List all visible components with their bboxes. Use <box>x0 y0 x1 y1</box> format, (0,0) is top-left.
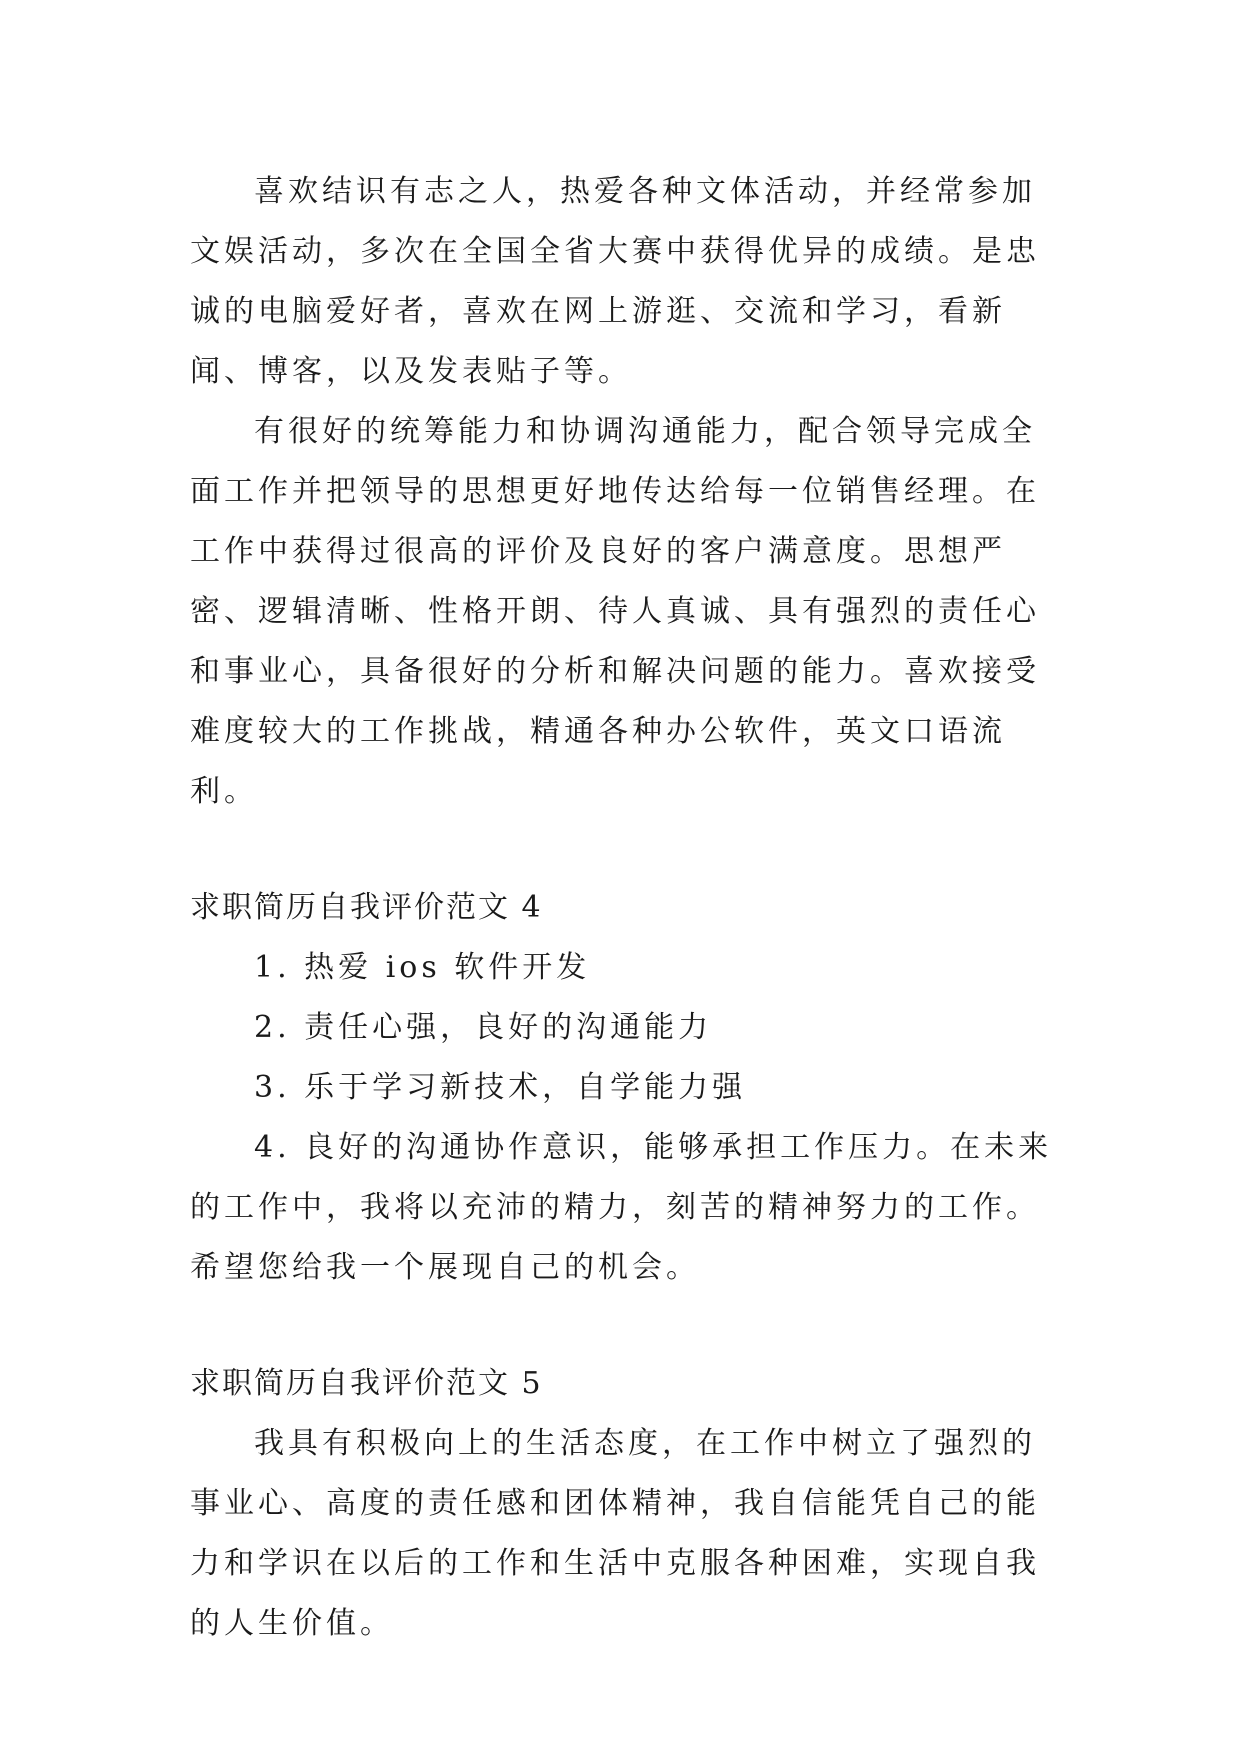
section-5-heading: 求职简历自我评价范文 5 <box>190 1366 543 1401</box>
section-4-item-1: 1. 热爱 ios 软件开发 <box>254 950 591 985</box>
section-5-paragraph: 我具有积极向上的生活态度，在工作中树立了强烈的事业心、高度的责任感和团体精神，我自信能凭自己的能力和学识在以后的工作和生活中克服各种困难，实现自我的人生价值。 <box>190 1426 1040 1641</box>
section-4-item-3: 3. 乐于学习新技术，自学能力强 <box>254 1070 747 1105</box>
section-4-item-4: 4. 良好的沟通协作意识，能够承担工作压力。在未来的工作中，我将以充沛的精力，刻苦的精神努力的工作。希望您给我一个展现自己的机会。 <box>190 1130 1053 1285</box>
intro-paragraph-1: 喜欢结识有志之人，热爱各种文体活动，并经常参加文娱活动，多次在全国全省大赛中获得优异的成绩。是忠诚的电脑爱好者，喜欢在网上游逛、交流和学习，看新闻、博客，以及发表贴子等。 <box>190 174 1040 389</box>
section-spacer <box>190 822 1060 878</box>
section-spacer <box>190 1298 1060 1354</box>
intro-paragraph-2: 有很好的统筹能力和协调沟通能力，配合领导完成全面工作并把领导的思想更好地传达给每一位销售经理。在工作中获得过很高的评价及良好的客户满意度。思想严密、逻辑清晰、性格开朗、待人真诚、具有强烈的责任心和事业心，具备很好的分析和解决问题的能力。喜欢接受难度较大的工作挑战，精通各种办公软件，英文口语流利。 <box>190 414 1040 809</box>
section-4-item-2: 2. 责任心强，良好的沟通能力 <box>254 1010 713 1045</box>
section-4-heading: 求职简历自我评价范文 4 <box>190 890 543 925</box>
document-body <box>190 162 1060 1654</box>
